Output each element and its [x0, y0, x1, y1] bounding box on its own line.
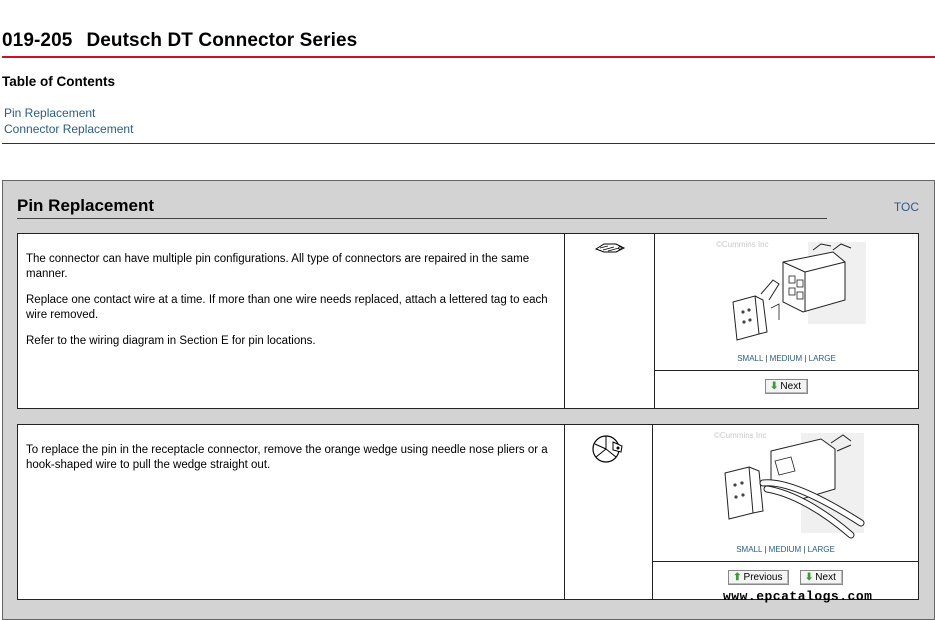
figure-watermark: ©Cummins Inc — [714, 431, 767, 440]
up-arrow-icon: ⬆ — [733, 572, 742, 583]
site-watermark: www.epcatalogs.com — [723, 589, 873, 604]
document-title — [2, 30, 935, 58]
section-title: Pin Replacement — [17, 196, 827, 219]
tag-icon — [594, 240, 626, 256]
next-button[interactable] — [800, 570, 843, 585]
connector-pin-drawing — [713, 240, 868, 348]
previous-button-label: Previous — [743, 572, 783, 583]
next-button-label: Next — [815, 572, 836, 583]
size-separator: | — [764, 545, 767, 554]
pin-replacement-section — [2, 180, 935, 620]
toc-heading: Table of Contents — [2, 74, 115, 89]
divider — [2, 143, 935, 144]
size-medium-link[interactable]: MEDIUM — [768, 545, 802, 554]
next-button-label: Next — [780, 381, 801, 392]
step-2-paragraph-1: To replace the pin in the receptacle connector, remove the orange wedge using needle nose pliers or a hook-shaped wire to pull the wedge straight out. — [26, 444, 548, 471]
step-2-figure-cell — [653, 425, 918, 599]
step-2 — [17, 424, 919, 600]
connector-illustration — [713, 240, 868, 348]
step-1-text — [18, 234, 565, 408]
toc-link-pin-replacement[interactable]: Pin Replacement — [4, 106, 96, 120]
figure-size-links — [653, 545, 918, 554]
down-arrow-icon: ⬇ — [770, 381, 779, 392]
toc-link-connector-replacement[interactable]: Connector Replacement — [4, 122, 134, 136]
size-separator: | — [765, 354, 768, 363]
toc-back-link[interactable]: TOC — [893, 200, 919, 214]
size-large-link[interactable]: LARGE — [808, 354, 836, 363]
step-1-figure — [655, 234, 918, 371]
step-2-icon-cell — [563, 425, 653, 599]
pliers-illustration — [711, 431, 866, 539]
wedge-removal-drawing — [711, 431, 866, 539]
document-name: Deutsch DT Connector Series — [86, 30, 358, 51]
size-separator: | — [804, 354, 807, 363]
down-arrow-icon: ⬇ — [804, 572, 814, 583]
step-1-paragraph-1: The connector can have multiple pin configurations. All type of connectors are repaired in the same manner. — [26, 253, 530, 280]
size-large-link[interactable]: LARGE — [807, 545, 835, 554]
step-2-text — [18, 425, 565, 599]
document-number: 019-205 — [2, 30, 73, 51]
step-1 — [17, 233, 919, 409]
tool-wheel-icon — [591, 432, 625, 466]
figure-size-links — [655, 354, 918, 363]
previous-button[interactable] — [728, 570, 789, 585]
step-1-paragraph-2: Replace one contact wire at a time. If more than one wire needs replaced, attach a lettered tag to each wire removed. — [26, 294, 548, 321]
figure-watermark: ©Cummins Inc — [716, 240, 769, 249]
step-1-figure-cell — [655, 234, 918, 408]
size-small-link[interactable]: SMALL — [737, 354, 764, 363]
step-1-paragraph-3: Refer to the wiring diagram in Section E for pin locations. — [26, 335, 316, 347]
toc-list — [4, 105, 133, 137]
size-medium-link[interactable]: MEDIUM — [769, 354, 803, 363]
step-1-icon-cell — [565, 234, 655, 408]
next-button[interactable] — [765, 379, 808, 394]
step-1-nav — [655, 371, 918, 408]
size-small-link[interactable]: SMALL — [736, 545, 763, 554]
step-2-figure — [653, 425, 918, 562]
size-separator: | — [803, 545, 806, 554]
